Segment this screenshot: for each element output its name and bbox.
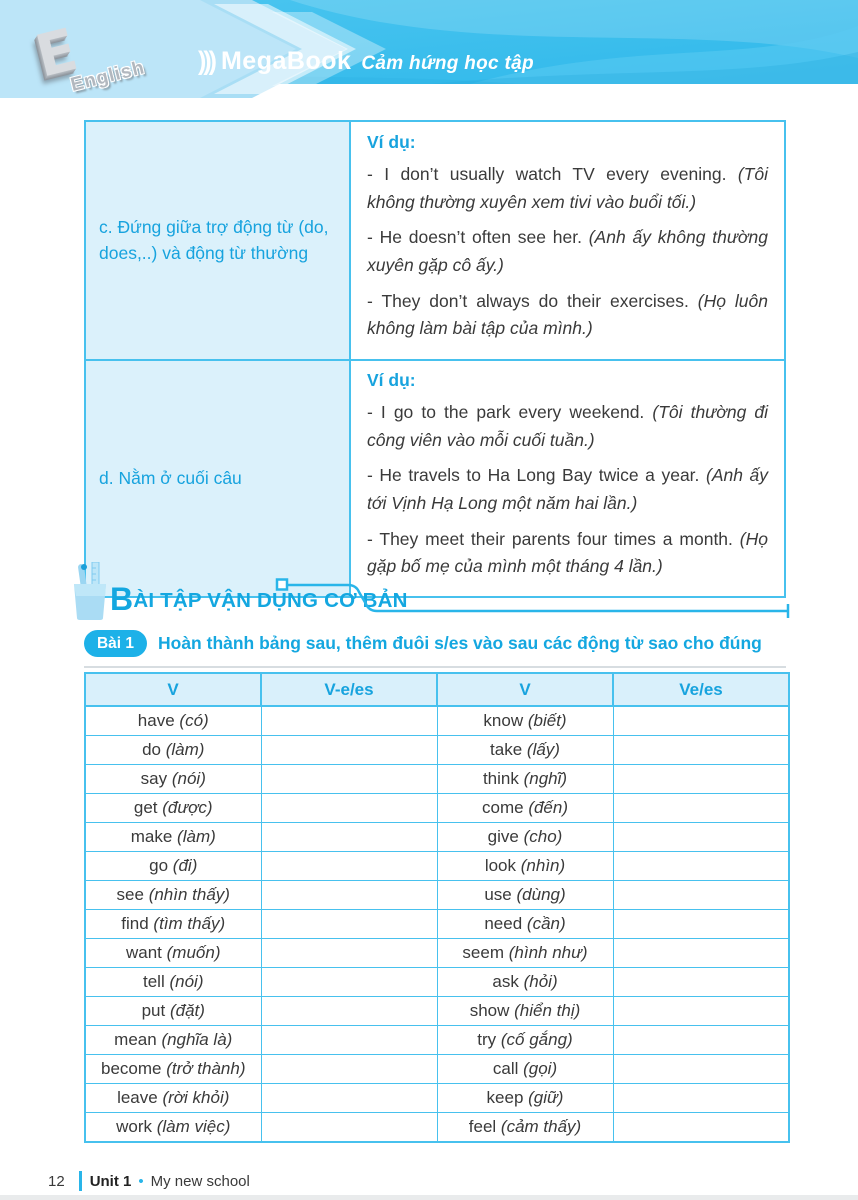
verb-word: need (484, 914, 523, 933)
verb-cell (85, 765, 261, 794)
grammar-examples-cell (350, 360, 785, 597)
verb-table-row (85, 823, 789, 852)
stationery-icon (72, 562, 112, 620)
verb-translation: (nghĩa là) (161, 1030, 233, 1049)
footer-bullet: • (138, 1172, 144, 1190)
verb-cell (85, 736, 261, 765)
verb-cell (437, 823, 613, 852)
verb-word: know (483, 711, 524, 730)
answer-blank-cell (613, 1055, 789, 1084)
verb-translation: (hình như) (508, 943, 588, 962)
grammar-rule-row (85, 360, 785, 597)
verb-cell (85, 1084, 261, 1113)
example-vietnamese: (Họ luôn không làm bài tập của mình.) (367, 290, 768, 339)
answer-blank-cell (613, 997, 789, 1026)
verb-cell (85, 910, 261, 939)
verb-word: use (484, 885, 512, 904)
answer-blank-cell (613, 765, 789, 794)
verb-cell (437, 736, 613, 765)
verb-cell (437, 910, 613, 939)
example-sentence (367, 462, 768, 517)
verb-cell (437, 852, 613, 881)
answer-blank-cell (261, 1113, 437, 1143)
answer-blank-cell (613, 794, 789, 823)
verb-cell (437, 968, 613, 997)
verb-word: become (101, 1059, 162, 1078)
verb-word: ask (492, 972, 519, 991)
example-english: - He travels to Ha Long Bay twice a year. (367, 465, 700, 486)
verb-word: work (116, 1117, 152, 1136)
page-number: 12 (48, 1172, 65, 1190)
verb-word: put (141, 1001, 166, 1020)
grammar-table-body (85, 121, 785, 597)
english-logo-letter: E (29, 14, 85, 91)
answer-blank-cell (613, 823, 789, 852)
verb-translation: (muốn) (166, 943, 221, 962)
answer-blank-cell (261, 706, 437, 736)
verb-cell (437, 881, 613, 910)
unit-label: Unit 1 (89, 1172, 132, 1190)
example-sentence (367, 526, 768, 581)
example-sentence (367, 224, 768, 279)
megabook-logo (198, 47, 534, 76)
answer-blank-cell (613, 939, 789, 968)
megabook-tagline: Cảm hứng học tập (361, 53, 534, 74)
verb-word: see (116, 885, 144, 904)
unit-title: My new school (150, 1172, 250, 1190)
verb-table-row (85, 997, 789, 1026)
answer-blank-cell (613, 1084, 789, 1113)
exercise-badge: Bài 1 (84, 630, 147, 657)
answer-blank-cell (261, 736, 437, 765)
verb-translation: (nghĩ) (523, 769, 568, 788)
answer-blank-cell (261, 765, 437, 794)
example-vietnamese: (Tôi thường đi công viên vào mỗi cuối tuần.) (367, 402, 768, 450)
verb-word: keep (486, 1088, 524, 1107)
verb-table-header-row (85, 673, 789, 706)
example-vietnamese: (Anh ấy tới Vịnh Hạ Long một năm hai lần.) (367, 465, 769, 513)
verb-cell (85, 794, 261, 823)
verb-translation: (cảm thấy) (500, 1117, 582, 1136)
answer-blank-cell (613, 881, 789, 910)
grammar-rule-label: d. Nằm ở cuối câu (85, 360, 350, 597)
verb-translation: (làm) (177, 827, 216, 846)
verb-word: want (125, 943, 162, 962)
verb-cell (437, 765, 613, 794)
page-footer (48, 1171, 250, 1191)
answer-blank-cell (261, 939, 437, 968)
verb-translation: (làm việc) (156, 1117, 231, 1136)
verb-cell (437, 706, 613, 736)
verb-word: come (482, 798, 524, 817)
verb-word: call (492, 1059, 519, 1078)
verb-word: tell (143, 972, 165, 991)
example-vietnamese: (Tôi không thường xuyên xem tivi vào buổi tối.) (367, 164, 768, 212)
page-header (0, 0, 858, 110)
verb-word: try (477, 1030, 497, 1049)
exercise-instruction: Hoàn thành bảng sau, thêm đuôi s/es vào sau các động từ sao cho đúng (158, 633, 762, 653)
verb-translation: (được) (162, 798, 213, 817)
grammar-rule-row (85, 121, 785, 360)
verb-word: leave (117, 1088, 158, 1107)
verb-translation: (cho) (523, 827, 563, 846)
verb-cell (85, 1113, 261, 1143)
verb-word: have (137, 711, 175, 730)
example-english: - I don’t usually watch TV every evening. (367, 164, 727, 185)
answer-blank-cell (613, 1113, 789, 1143)
verb-table-row (85, 881, 789, 910)
verb-table-row (85, 852, 789, 881)
verb-cell (437, 1055, 613, 1084)
answer-blank-cell (613, 910, 789, 939)
verb-word: say (140, 769, 168, 788)
verb-word: get (133, 798, 158, 817)
verb-table-row (85, 736, 789, 765)
verb-translation: (giữ) (528, 1088, 564, 1107)
verb-cell (85, 706, 261, 736)
verb-table-row (85, 1026, 789, 1055)
section-decor-line (272, 576, 797, 624)
section-title-initial: B (110, 581, 134, 617)
verb-conjugation-table (84, 672, 790, 1143)
example-english: - They don’t always do their exercises. (367, 290, 689, 311)
verb-word: show (469, 1001, 510, 1020)
verb-table-row (85, 939, 789, 968)
verb-cell (85, 823, 261, 852)
verb-translation: (làm) (165, 740, 205, 759)
footer-accent-bar (79, 1171, 82, 1191)
verb-cell (85, 968, 261, 997)
examples-heading: Ví dụ: (367, 370, 416, 391)
verb-translation: (đi) (172, 856, 198, 875)
verb-word: seem (462, 943, 504, 962)
example-sentence (367, 161, 768, 216)
page-edge-strip (0, 1195, 858, 1200)
divider-rule (84, 666, 786, 668)
english-logo-word: English (68, 57, 148, 96)
verb-table-row (85, 1084, 789, 1113)
example-vietnamese: (Họ gặp bố mẹ của mình một tháng 4 lần.) (367, 528, 768, 577)
answer-blank-cell (261, 910, 437, 939)
verb-translation: (nhìn) (520, 856, 566, 875)
verb-cell (85, 939, 261, 968)
verb-word: go (149, 856, 169, 875)
verb-translation: (hiển thị) (514, 1001, 581, 1020)
verb-table-row (85, 968, 789, 997)
verb-word: do (142, 740, 161, 759)
verb-translation: (có) (179, 711, 209, 730)
answer-blank-cell (261, 1084, 437, 1113)
verb-translation: (rời khỏi) (162, 1088, 230, 1107)
verb-cell (85, 1055, 261, 1084)
verb-translation: (dùng) (516, 885, 566, 904)
verb-translation: (tìm thấy) (153, 914, 226, 933)
answer-blank-cell (613, 852, 789, 881)
verb-translation: (trở thành) (166, 1059, 246, 1078)
answer-blank-cell (613, 736, 789, 765)
verb-translation: (cần) (526, 914, 566, 933)
verb-cell (85, 881, 261, 910)
verb-word: look (484, 856, 517, 875)
answer-blank-cell (261, 852, 437, 881)
verb-cell (437, 939, 613, 968)
answer-blank-cell (613, 706, 789, 736)
verb-table-body (85, 706, 789, 1142)
verb-word: feel (468, 1117, 497, 1136)
answer-blank-cell (261, 968, 437, 997)
verb-translation: (đặt) (169, 1001, 205, 1020)
verb-cell (85, 997, 261, 1026)
verb-table-row (85, 794, 789, 823)
verb-cell (85, 1026, 261, 1055)
answer-blank-cell (261, 1055, 437, 1084)
verb-table-row (85, 706, 789, 736)
verb-translation: (cố gắng) (500, 1030, 573, 1049)
verb-word: find (121, 914, 149, 933)
verb-cell (85, 852, 261, 881)
verb-table-row (85, 765, 789, 794)
verb-translation: (nói) (169, 972, 204, 991)
answer-blank-cell (613, 1026, 789, 1055)
example-english: - I go to the park every weekend. (367, 402, 645, 423)
grammar-rule-label: c. Đứng giữa trợ động từ (do, does,..) và động từ thường (85, 121, 350, 360)
verb-word: think (482, 769, 519, 788)
examples-heading: Ví dụ: (367, 132, 416, 153)
verb-table-column-header: V (85, 673, 261, 706)
verb-table-row (85, 1113, 789, 1143)
verb-cell (437, 1084, 613, 1113)
verb-translation: (nhìn thấy) (148, 885, 230, 904)
answer-blank-cell (261, 794, 437, 823)
example-sentence (367, 288, 768, 343)
example-english: - He doesn’t often see her. (367, 227, 582, 248)
example-vietnamese: (Anh ấy không thường xuyên gặp cô ấy.) (367, 227, 768, 275)
grammar-examples-cell (350, 121, 785, 360)
section-title-rest: ÀI TẬP VẬN DỤNG CƠ BẢN (133, 589, 408, 612)
verb-translation: (hỏi) (523, 972, 558, 991)
verb-word: take (490, 740, 523, 759)
answer-blank-cell (261, 881, 437, 910)
verb-translation: (lấy) (526, 740, 560, 759)
verb-cell (437, 794, 613, 823)
verb-word: make (130, 827, 173, 846)
answer-blank-cell (613, 968, 789, 997)
answer-blank-cell (261, 1026, 437, 1055)
megabook-arcs-icon: ))) (198, 46, 214, 76)
answer-blank-cell (261, 997, 437, 1026)
verb-word: give (487, 827, 519, 846)
verb-cell (437, 997, 613, 1026)
example-sentence (367, 399, 768, 454)
verb-cell (437, 1113, 613, 1143)
verb-translation: (đến) (528, 798, 568, 817)
verb-translation: (gọi) (523, 1059, 558, 1078)
megabook-brand-name: MegaBook (220, 47, 352, 75)
verb-table-row (85, 1055, 789, 1084)
verb-word: mean (114, 1030, 157, 1049)
verb-translation: (nói) (171, 769, 206, 788)
verb-table-column-header: V (437, 673, 613, 706)
example-english: - They meet their parents four times a month. (367, 528, 733, 549)
verb-table-column-header: Ve/es (613, 673, 789, 706)
verb-table-head (85, 673, 789, 706)
verb-translation: (biết) (527, 711, 567, 730)
verb-table-column-header: V-e/es (261, 673, 437, 706)
verb-cell (437, 1026, 613, 1055)
verb-table-row (85, 910, 789, 939)
answer-blank-cell (261, 823, 437, 852)
grammar-rules-table (84, 120, 786, 598)
